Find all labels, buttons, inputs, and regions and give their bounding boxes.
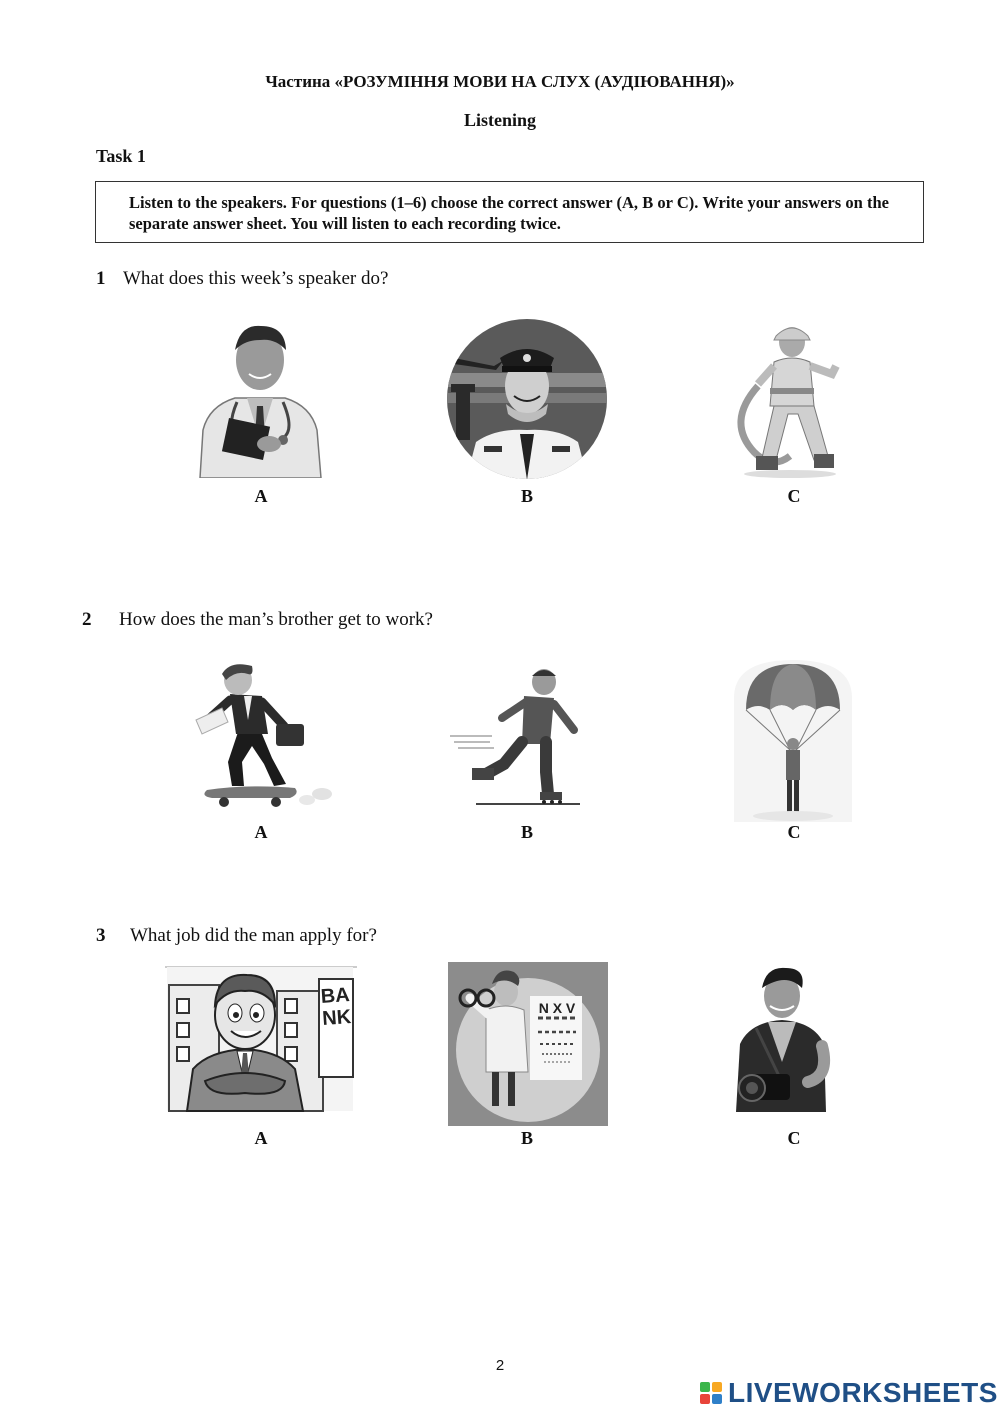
option-letter: A [254,822,268,842]
parachutist-picture[interactable] [732,658,854,822]
photographer-picture[interactable] [730,966,832,1112]
option-letter: C [787,822,801,842]
question-text: What job did the man apply for? [130,925,377,946]
brand-square-red [700,1394,710,1404]
banker-picture[interactable] [165,965,357,1115]
question-1 [96,268,388,290]
question-number: 2 [82,609,92,630]
brand-name: LIVEWORKSHEETS [728,1377,998,1408]
brand-square-green [700,1382,710,1392]
liveworksheets-logo[interactable] [700,1376,998,1410]
brand-square-orange [712,1382,722,1392]
question-number: 1 [96,268,106,289]
option-letter: B [520,1128,533,1148]
eye-chart-text: N X V [538,1000,576,1016]
instructions-box: Listen to the speakers. For questions (1–6) choose the correct answer (A, B or C). Write your answers on the separate answer sheet. You will listen to each recording twice. [95,181,924,243]
option-letter: C [787,1128,801,1148]
brand-square-blue [712,1394,722,1404]
question-2 [82,609,433,631]
option-letter: A [254,1128,268,1148]
doctor-picture[interactable] [195,320,325,478]
question-3 [96,925,377,947]
question-number: 3 [96,925,106,946]
option-letter: B [520,822,533,842]
firefighter-picture[interactable] [728,322,852,478]
bank-sign: BANK [320,984,352,1030]
pilot-picture[interactable] [446,318,608,480]
task-label: Task 1 [96,146,146,166]
rollerblader-picture[interactable] [450,668,582,808]
option-letter: B [520,486,533,506]
question-text: How does the man’s brother get to work? [119,609,433,630]
option-letter: A [254,486,268,506]
question-text: What does this week’s speaker do? [123,268,389,289]
optician-picture[interactable] [448,962,608,1126]
part-title: Частина «РОЗУМІННЯ МОВИ НА СЛУХ (АУДІЮВАННЯ)» [265,72,735,91]
section-title: Listening [463,110,537,130]
option-letter: C [787,486,801,506]
page-number: 2 [495,1357,505,1374]
brand-mark-icon [700,1382,722,1404]
skateboarder-picture[interactable] [192,662,342,810]
